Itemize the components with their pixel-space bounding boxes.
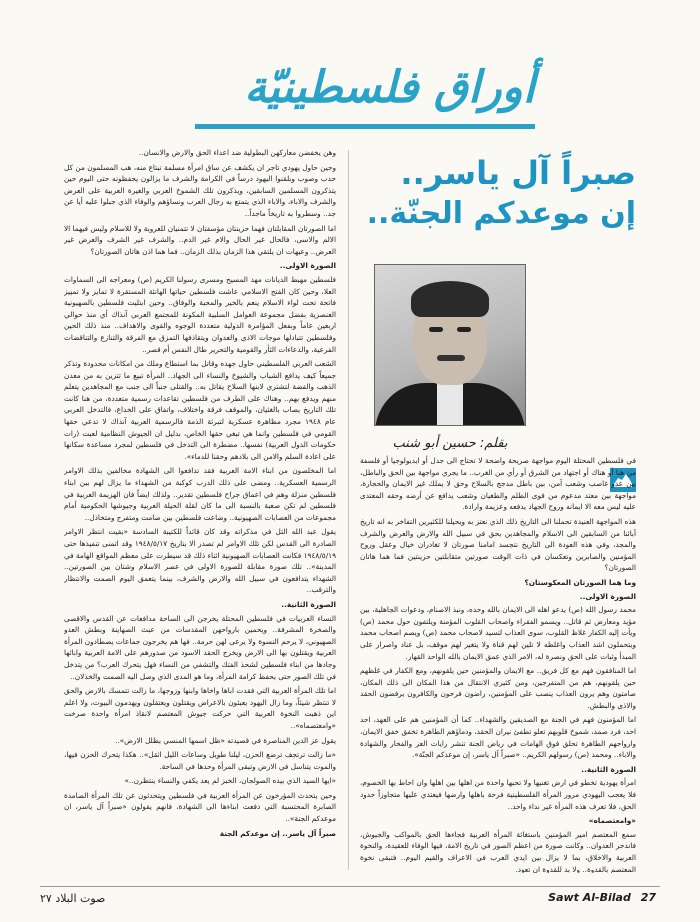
paragraph: «ايها السيد الذي بيده الصولجان، الخبز لم يعد يكفي والنساء ينتظرن..» — [124, 776, 336, 786]
quote-line: «وامعتصماه» — [588, 816, 636, 826]
paragraph: محمد رسول الله (ص) يدعو اهله الى الايمان بالله وحده، ونبذ الاصنام، ودعوات الجاهلية، بين مؤيد ومعارض ثم قاتل.. ويسمو الفقراء واصحاب القلوب المؤمنة ويلتفون حول محمد (ص) ويأت إليه الكفار غلاظ القلوب، سوى العذاب لتسيد لاصحاب محمد (ص) ويصم اصحاب محمد ويتحملون اشد العذاب واغلظه لا تلين لهم قناة ولا يتغير لهم موقف، بل عناد واصرار على المبدأ وثبات على الحق ونصرة له، الامر الذي عمق الايمان بالله الواحد القهار. — [360, 605, 636, 661]
subheading: الصورة الثانية.. — [581, 764, 636, 774]
paragraph: في فلسطين المحتلة اليوم مواجهة صريحة واضحة لا تحتاج الى جدل أو ايديولوجيا أو فلسفة من هنا أو هناك أو اجتهاد من الشرق أو رأي من الغرب.. ما يجري مواجهة بين الحق والباطل، بين عدو غاصب وشعب آمن، بين باطل مدجج بالسلاح وحق لا يملك غير الايمان والحجارة، مواجهة بين معتد مدعوم من قوى الظلم والطغيان وشعب يدافع عن أرضه وحقه المعتدى عليه ليس معه الا ايمانه وروح الجهاد يدفعه وعزيمة وارادة. — [360, 456, 636, 512]
photo-moustache — [437, 355, 465, 361]
paragraph: يقول عز الدين المناصرة في قصيدته «ظل اسمها المنسي يظلل الارض».. — [115, 735, 336, 745]
paragraph: سمع المعتصم امير المؤمنين باستغاثة المرأة العربية فجاءها الحق بالمواكب والجيوش، فاندحر العدوان.. وكانت صورة من اعظم الصور في تاريخ الامة، فيها الوفاء للعقيدة، والنخوة العربية والاخلاق، بما لا يزال بين ايدي العرب في الاعراف والقيم اليوم.. فتبقى نخوة المعتصم بالقدوة.. ولا بد للقدوة ان تعود. — [360, 829, 636, 873]
column-divider — [348, 150, 349, 870]
photo-collar — [437, 383, 463, 425]
left-column-text — [64, 147, 336, 875]
headline-line-2: إن موعدكم الجنّة.. — [366, 196, 636, 231]
section-title: أوراق فلسطينيّة — [244, 62, 535, 113]
article-headline — [364, 152, 636, 234]
header-rule — [195, 124, 535, 129]
footer-left: صوت البلاد ٢٧ — [40, 892, 106, 905]
author-photo — [374, 264, 526, 426]
paragraph: الشعب العربي الفلسطيني حاول جهده وقاتل بما استطاع وملك من امكانات محدودة وتذكر جميعاً كيف يدافع الشباب والشيوخ والنساء الى الجهاد.. المرأة تبيع ما تتزين به من معدن الذهب والفضة لتشتري لابنها السلاح يقاتل به.. والقتلى جنباً الى جنب مع المجاهدين يتعلم منهم ويدفع بهم.. وهناك على الطرف من فلسطين تقاعدات رسمية متعددة، من هنا كانت تلك التاريخ يصاب بالغثيان، والموقف فرقة واختلاف، واتفاق على الخداع، فالتدخل العربي عام ١٩٤٨ مجرد مظاهرة عسكرية لتبرئة الذمة فالرسمية العربية آنذاك لا تدعي حقها القومي في فلسطين وانما هي تبغي حقها الخاص، بدليل ان الجيوش النظامية لعبت (رات حكومات الدول العربية) نفسها.. مضطرة الى التدخل في فلسطين لمجرد مساعدة سكانها على اعادة السلم والامن الى بلادهم وحقنا للدماء». — [64, 359, 336, 461]
headline-line-1: صبراً آل ياسر.. — [400, 154, 636, 192]
paragraph: اما الصورتان المقابلتان فهما حزينتان مؤسفتان لا تتمنيان للعروبة ولا للاسلام وليس فيهما الا الالم والاسى، فالحال غير الحال والام غير الدم.. والشرف غير الشرف والعرض غير العرض.. وعيهات ان يلتقي هذا الزمان بذلك الزمان.. فما هما اذن هاتان الصورتان؟ — [64, 223, 336, 256]
paragraph: وهن يخفضن معاركهن البطولية ضد اعداء الحق والارض والانسان.. — [138, 148, 336, 157]
page-number: 27 — [640, 891, 656, 904]
photo-eye — [457, 327, 471, 332]
paragraph: اما المنافقون فهم مع كل فريق.. مع الايمان والمؤمنين حين يلقونهم، ومع الكفار في غلظهم حين يلقونهم، هم من المتفرجين، ومن كثيري الانتقال من هذا المكان الى ذلك المكان، صامتون وهم يرون العذاب ينصب على المؤمنين، راضون فرحون والكافرون يرفضون الحقد والاذى والبطش. — [360, 666, 636, 710]
footer-right — [548, 891, 656, 904]
paragraph: «ما زالت ترتجف ترضع الحزن، ليلنا طويل وساعات الليل اثقل».. هكذا يتحرك الحزن فيها، والموت يتناسل في الارض وتبقى المرأة وحدها في الساحة. — [64, 750, 336, 771]
footer-rule — [40, 886, 660, 887]
paragraph: امرأة يهودية تخطو في ارض تغنيها ولا تحبها واحدة من اهلها بين اهلها وان احاط بها الخصوم، فلا يعجب اليهودي مرور المرأة الفلسطينية فرحة باهلها وارضها فيعتدي عليها متجاوزاً حدود الحق، فلا تعرف هذه المرأة غير نداء واحد.. — [360, 778, 636, 811]
paragraph: اما المخلصون من ابناء الامة العربية فقد تدافعوا الى الشهادة مخالفين بذلك الاوامر الرسمية العسكرية.. ومضى على ذلك الدرب كوكبة من الشهداء ما يزال لهم بين ابناء فلسطين منزلة وهم في اعماق جراح فلسطين تقدير.. ولذلك ايضاً فان الهزيمة العربية في فلسطين لم تكن صعبة بالنسبة الى ما كان لقلة الحيلة العربية وجيوشها الحكومية أمام مجموعات من العصابات الصهيونية.. وضاعت فلسطين بين صامت ومتفرج ومتخاذل.. — [64, 466, 336, 522]
paragraph: يقول عبد الله التل في مذكراته وقد كان قائداً للكتيبة السادسة «بقيت انتظر الاوامر الصادرة الى القدس لكن تلك الاوامر لم تصدر الا بتاريخ ١٩٤٨/٥/١٧ وقد اتمنى تنفيذها حتى ١٩٤٨/٥/١٩ فكانت العصابات الصهيونية اثناء ذلك قد سيطرت على معظم المواقع الهامة في المدينة».. تلك صورة مقابلة للصورة الاولى في عصر الاسلام وشتان بين الصورتين.. الشهداء يتدافعون في سبيل الله والارض والشرف، بينما يتعمق اليوم الصمت والانتظار والترقب.. — [64, 527, 336, 595]
author-byline: بقلم: حسين أبو شنب — [392, 436, 508, 451]
paragraph: النساء العربيات في فلسطين المحتلة يخرجن الى الساحة مدافعات عن القدس والاقصى والصخرة المشرفة.. ويحمين بارواحهن المقدسات من عبث الصهاينة وبطش العدو الصهيوني، لا يرحم النسوة ولا يرعى لهن حرمة.. فها هم يخرجون جماعات يصطادون المرأة العربية ويقتلون بها الى الارض ويخرج الحقد الاسود من صدورهم على الامة العربية وابائها وجادها من ابناء فلسطين لشحذ الفتك والتشفي من النساء فهل يتحرك العرب؟ من يتدخل في تلك الصور حتى يحفظ كرامة المرأة، وما هو المدى الذي وصل اليه الصمت والخذلان.. — [64, 613, 336, 681]
paragraph: هذه المواجهة العنيدة تحملنا الى التاريخ ذلك الذي نعتز به ويحيلنا للكثيرين التفاخر به انه تاريخ آبائنا من السابقين الى الاسلام والمجاهدين بحق في سبيل الله والارض والعرض والشرف والمجد، وفي هذه العودة الى التاريخ نتجسد امامنا صورتان لا تغادران خيال وعقل وروح المؤمنين والصابرين وتعكسان في ذات الوقت صورتين متقابلتين حزينتين فما هما هاتان الصورتان؟ — [360, 516, 636, 573]
paragraph: فلسطين مهبط الديانات مهد المسيح ومسرى رسولنا الكريم (ص) ومعراجه الى السماوات العلا، وحين كان الفتح الاسلامي عاشت فلسطين حياتها الهانئة المستقرة لا تمايز ولا تمييز فاتحة تحت لواء الاسلام ينعم بالخير والمحبة والوفاق.. وحين ابتليت فلسطين بالصهيونية العنصرية بفضل مجموعة العوامل السلبية المكونة للمجتمع العربي آنذاك أي منذ حوالي اربعين عاماً وبفعل المؤامرة الدولية متعددة الوجوه والقوى والاهداف.. منذ ذلك الحين وفلسطين تتبادلها موجات الاذى والعدوان ويتقاذفها التمزق مع الفرقة والتنازع والتناقضات الفرعية، والدعاءات الثأر والقومية والتحرير طال النفس أم قصر.. — [64, 274, 336, 354]
subheading: وما هما الصورتان المعكوستان؟ — [524, 577, 636, 587]
paragraph: وحين يتحدث المؤرخون عن المرأة العربية في فلسطين ويتحدثون عن تلك المرأة الصامدة الصابرة المحتسبة التي دفعت ابناءها الى الشهادة، فانهم يقولون «صبراً آل ياسر، ان موعدكم الجنة».. — [64, 790, 336, 824]
subheading: الصورة الاولى.. — [579, 591, 636, 601]
photo-eye — [429, 327, 443, 332]
section-header — [175, 58, 535, 128]
closing-line: صبراً آل ياسر.. إن موعدكم الجنة — [219, 828, 336, 838]
paragraph: اما المؤمنون فهم في الجنة مع الصديقين والشهداء.. كما أن المؤمنين هم على العهد، احد احد، فرد صمد، شموخ قلوبهم تعلو تطفئ نيران الحقد، ودماؤهم الطاهرة تخفق خفق الايمان، وارواحهم الطاهرة تحلق فوق الهامات في رياض الجنة تنشر رايات العز والفخار والشهادة والاباء.. ومحمد (ص) رسولهم الكريم.. «صبراً آل ياسر، إن موعدكم الجنّة». — [360, 715, 636, 760]
subheading: الصورة الثانية.. — [281, 599, 336, 609]
footer-publication: Sawt Al-Bilad — [548, 891, 631, 904]
paragraph: اما تلك المرأة العربية التي فقدت اباها واخاها وابنها وزوجها، ما زالت تتمسك بالارض والحق لا تنتظر شيئاً، وما زال اليهود يعبثون بالاعراض ويقتلون ويعتقلون ويهدمون البيوت، ولا اعلم اين ذهبت النخوة العربية التي حركت جيوش المعتصم لانقاذ امرأة واحدة صرخت «وامعتصماه».. — [64, 686, 336, 730]
paragraph: وحين حاول يهودي تاجر ان يكشف عن ساق امرأة مسلمة تبتاع منه، هب المسلمون من كل حدب وصوب وبلقنوا اليهود درساً في الكرامة والشرف ما يزالون يحفظونه حتى اليوم حين يتذكرون المسلمين السابقين، ويذكرون تلك الشموخ العربي والغيرة العربية على العرض والشرف والاباء، والاباء الذي يتمتع به رجال العرب ونساؤهم والوفاء الذي جبلوا عليه أيا عن جد.. وسطروا به تاريخاً ماجداً.. — [64, 162, 336, 218]
photo-hair — [411, 281, 489, 317]
right-column-text — [360, 455, 636, 873]
subheading: الصورة الاولى.. — [279, 261, 336, 271]
